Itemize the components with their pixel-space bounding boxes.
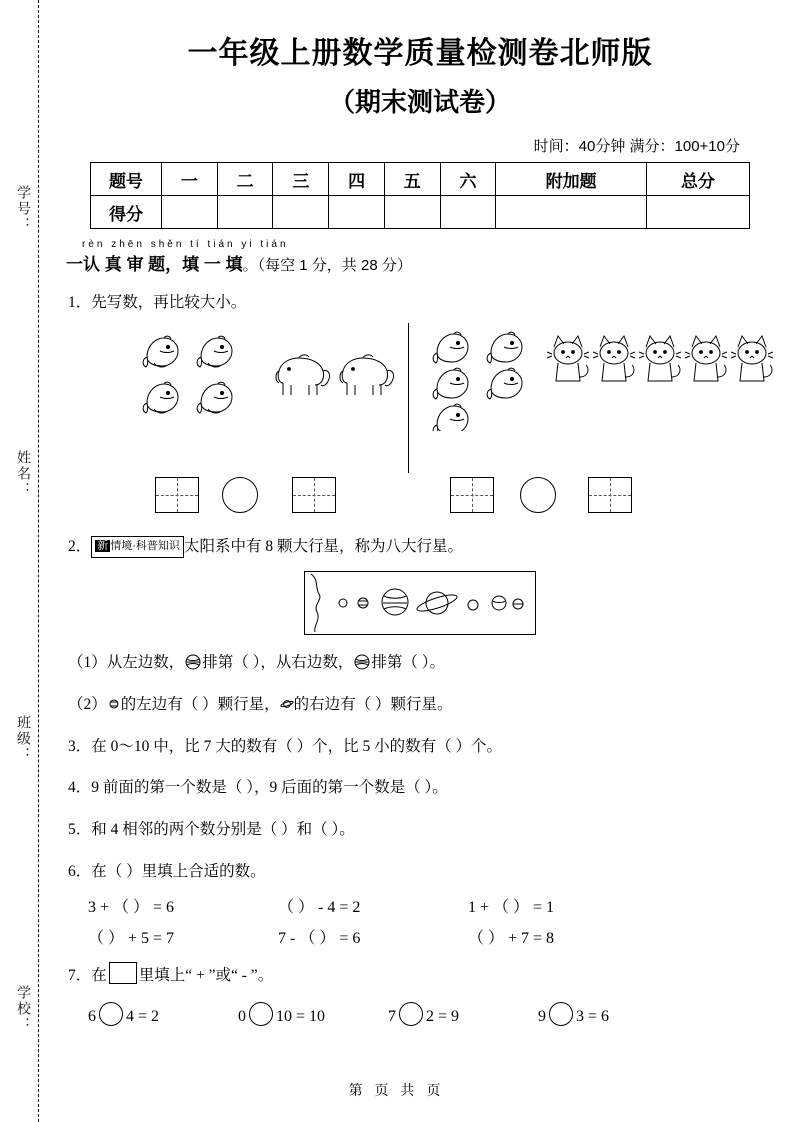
sidebar-label-school: 学校： [16, 985, 32, 1033]
picture-group-elephants [273, 343, 403, 413]
table-row [91, 196, 750, 229]
equation-4[interactable]: （ ） + 5 = 7 [88, 930, 175, 948]
context-tag [91, 536, 184, 558]
score-cell[interactable] [162, 196, 218, 229]
op-left-4: 9 [538, 1008, 546, 1026]
score-table-col-3: 三 [273, 163, 329, 196]
compare-circle-1[interactable] [222, 477, 258, 513]
score-cell[interactable] [440, 196, 496, 229]
sidebar-label-name: 姓名： [16, 450, 32, 498]
question-7 [68, 962, 780, 990]
table-row [91, 163, 750, 196]
score-cell[interactable] [646, 196, 749, 229]
tag-text: 情境·科普知识 [110, 539, 180, 552]
question-2-sub-1 [68, 649, 780, 677]
answer-box-2[interactable] [292, 477, 336, 513]
q2-sub1-b: 排第（ ），从右边数， [202, 653, 354, 671]
question-2-number: 2． [68, 537, 92, 555]
tag-new-label: 新 [97, 539, 109, 552]
question-1-pictures [68, 325, 780, 475]
op-right-2: 10 = 10 [276, 1008, 326, 1026]
question-5: 5．和 4 相邻的两个数分别是（ ）和（ ）。 [68, 821, 355, 839]
solar-system-illustration [304, 571, 536, 635]
exam-meta: 时间：40分钟 满分：100+10分 [533, 138, 740, 155]
score-cell[interactable] [217, 196, 273, 229]
picture-group-cats [546, 331, 776, 431]
question-4: 4．9 前面的第一个数是（ ），9 后面的第一个数是（ ）。 [68, 779, 448, 797]
op-right-4: 3 = 6 [576, 1008, 610, 1026]
question-3: 3．在 0～10 中，比 7 大的数有（ ）个，比 5 小的数有（ ）个。 [68, 737, 503, 755]
q7-text-b: 里填上“ + ”或“ - ”。 [138, 967, 274, 985]
equation-5[interactable]: 7 - （ ） = 6 [278, 930, 361, 948]
score-table-row-label: 题号 [91, 163, 162, 196]
score-cell[interactable] [273, 196, 329, 229]
op-left-1: 6 [88, 1008, 96, 1026]
score-table-col-5: 五 [384, 163, 440, 196]
score-cell[interactable] [496, 196, 646, 229]
score-table-col-bonus: 附加题 [496, 163, 646, 196]
question-2-text [68, 533, 780, 561]
op-left-2: 0 [238, 1008, 246, 1026]
score-table-col-4: 四 [329, 163, 385, 196]
answer-box-3[interactable] [450, 477, 494, 513]
operator-box-icon [109, 962, 137, 984]
section-title-text: 认 真 审 题，填 一 填 [83, 255, 243, 274]
left-dashed-rule [38, 0, 39, 1122]
answer-box-1[interactable] [155, 477, 199, 513]
exam-content [60, 0, 780, 1026]
op-right-3: 2 = 9 [426, 1008, 460, 1026]
section-points: 。（每空 1 分，共 28 分） [242, 257, 412, 274]
question-6-row-1 [88, 894, 780, 917]
question-1-text: 1．先写数，再比较大小。 [68, 294, 247, 311]
q2-sub1-a: （1）从左边数， [68, 653, 185, 671]
compare-circle-2[interactable] [520, 477, 556, 513]
q2-sub1-c: 排第（ ）。 [371, 653, 446, 671]
sidebar-label-student-id: 学号： [16, 185, 32, 233]
page-title: 一年级上册数学质量检测卷北师版 [187, 37, 653, 70]
question-6: 6．在（ ）里填上合适的数。 [68, 863, 266, 881]
page-subtitle: （期末测试卷） [328, 87, 511, 117]
score-table-row-label-score: 得分 [91, 196, 162, 229]
page-footer: 第 页 共 页 [348, 1082, 445, 1098]
operator-circle-3[interactable] [399, 1002, 423, 1026]
equation-6[interactable]: （ ） + 7 = 8 [468, 930, 555, 948]
op-item-1[interactable] [88, 1002, 238, 1026]
question-2-body: 太阳系中有 8 颗大行星，称为八大行星。 [183, 537, 463, 555]
op-item-3[interactable] [388, 1002, 538, 1026]
score-table [90, 162, 750, 229]
score-cell[interactable] [329, 196, 385, 229]
score-table-col-2: 二 [217, 163, 273, 196]
q7-text-a: 7．在 [68, 967, 107, 985]
q2-sub2-b: 的左边有（ ）颗行星， [120, 695, 280, 713]
section-one-heading [66, 250, 780, 275]
picture-divider [408, 323, 409, 473]
score-table-col-total: 总分 [646, 163, 749, 196]
score-cell[interactable] [384, 196, 440, 229]
equation-1[interactable]: 3 + （ ） = 6 [88, 899, 175, 917]
equation-3[interactable]: 1 + （ ） = 1 [468, 899, 555, 917]
q2-sub2-c: 的右边有（ ）颗行星。 [293, 695, 453, 713]
sidebar-label-class: 班级： [16, 715, 32, 763]
score-table-col-1: 一 [162, 163, 218, 196]
op-item-2[interactable] [238, 1002, 388, 1026]
op-right-1: 4 = 2 [126, 1008, 160, 1026]
op-item-4[interactable] [538, 1002, 688, 1026]
question-6-row-2 [88, 925, 780, 948]
operator-circle-4[interactable] [549, 1002, 573, 1026]
score-table-col-6: 六 [440, 163, 496, 196]
operator-circle-1[interactable] [99, 1002, 123, 1026]
picture-group-dolphins-left [138, 331, 248, 421]
equation-2[interactable]: （ ） - 4 = 2 [278, 899, 361, 917]
question-2-sub-2 [68, 691, 780, 719]
op-left-3: 7 [388, 1008, 396, 1026]
answer-box-4[interactable] [588, 477, 632, 513]
picture-group-dolphins-right [428, 331, 538, 431]
section-pinyin: rèn zhēn shěn tí tián yi tián [82, 239, 289, 250]
question-1-answer-row [60, 477, 780, 523]
q2-sub2-a: （2） [68, 695, 107, 713]
question-7-items [88, 1002, 780, 1026]
operator-circle-2[interactable] [249, 1002, 273, 1026]
section-marker: 一 [66, 255, 83, 274]
